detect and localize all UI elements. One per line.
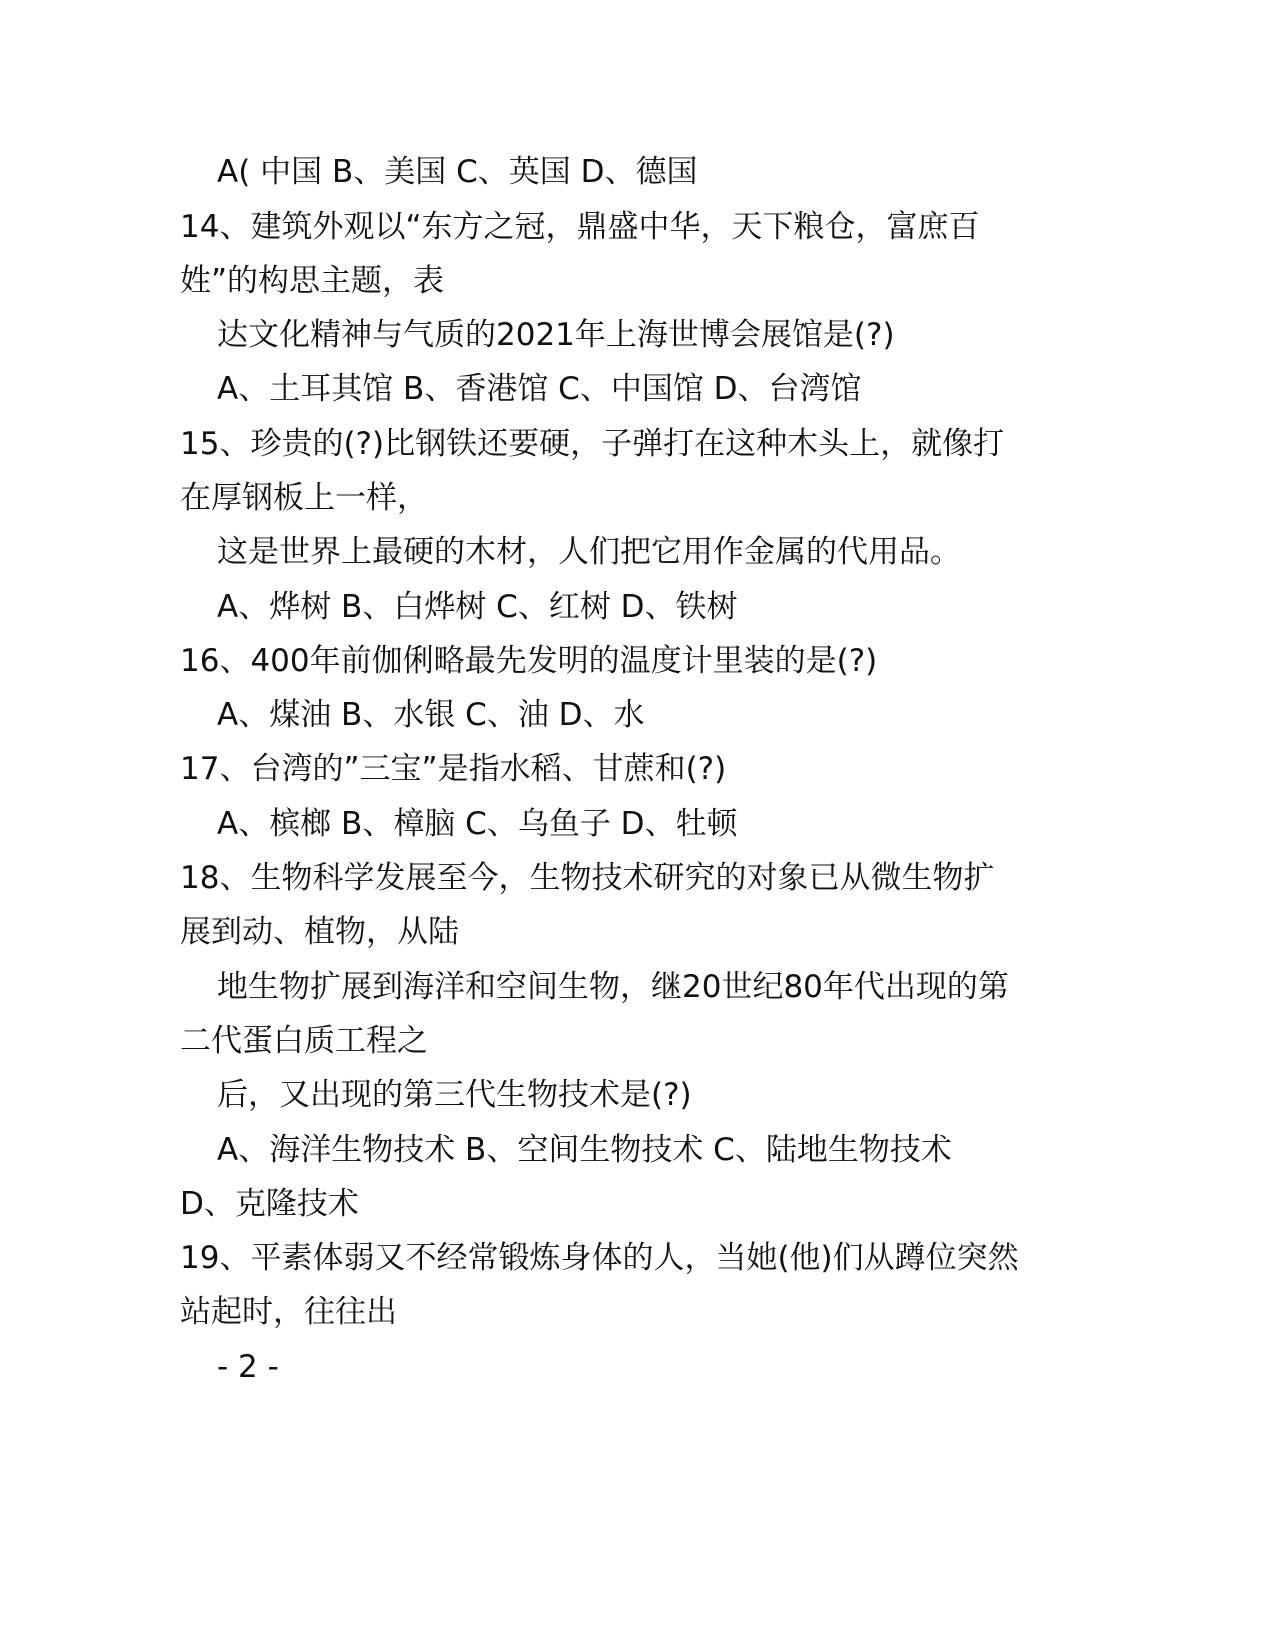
text-line-question-18-cont4: 后，又出现的第三代生物技术是(?) bbox=[217, 1077, 692, 1113]
text-line-question-14: 14、建筑外观以“东方之冠，鼎盛中华，天下粮仓，富庶百 bbox=[180, 209, 980, 245]
text-line-answer-14: A、土耳其馆 B、香港馆 C、中国馆 D、台湾馆 bbox=[217, 371, 862, 407]
text-line-question-15-cont: 在厚钢板上一样， bbox=[180, 480, 428, 516]
text-line-question-18-cont: 展到动、植物，从陆 bbox=[180, 914, 459, 950]
text-line-answer-16: A、煤油 B、水银 C、油 D、水 bbox=[217, 697, 645, 733]
text-line-answer-18: A、海洋生物技术 B、空间生物技术 C、陆地生物技术 bbox=[217, 1132, 952, 1168]
text-line-question-18-cont3: 二代蛋白质工程之 bbox=[180, 1023, 428, 1059]
text-line-question-15: 15、珍贵的(?)比钢铁还要硬，子弹打在这种木头上，就像打 bbox=[180, 426, 1005, 462]
text-line-question-14-cont: 姓”的构思主题，表 bbox=[180, 263, 445, 299]
text-line-answer-18-cont: D、克隆技术 bbox=[180, 1186, 359, 1222]
text-line-question-14-cont2: 达文化精神与气质的2021年上海世博会展馆是(?) bbox=[217, 317, 895, 353]
text-line-question-19-cont: 站起时，往往出 bbox=[180, 1294, 397, 1330]
text-line-question-15-cont2: 这是世界上最硬的木材，人们把它用作金属的代用品。 bbox=[217, 534, 961, 570]
text-line-question-17: 17、台湾的”三宝”是指水稻、甘蔗和(?) bbox=[180, 751, 727, 787]
page-number: - 2 - bbox=[217, 1349, 279, 1385]
text-line-answer-17: A、槟榔 B、樟脑 C、乌鱼子 D、牡顿 bbox=[217, 806, 738, 842]
text-line-answer-13: A( 中国 B、美国 C、英国 D、德国 bbox=[217, 154, 698, 190]
text-line-question-18-cont2: 地生物扩展到海洋和空间生物，继20世纪80年代出现的第 bbox=[217, 969, 1009, 1005]
text-line-question-18: 18、生物科学发展至今，生物技术研究的对象已从微生物扩 bbox=[180, 860, 995, 896]
text-line-question-19: 19、平素体弱又不经常锻炼身体的人，当她(他)们从蹲位突然 bbox=[180, 1240, 1019, 1276]
text-line-answer-15: A、烨树 B、白烨树 C、红树 D、铁树 bbox=[217, 589, 738, 625]
text-line-question-16: 16、400年前伽俐略最先发明的温度计里装的是(?) bbox=[180, 643, 878, 679]
